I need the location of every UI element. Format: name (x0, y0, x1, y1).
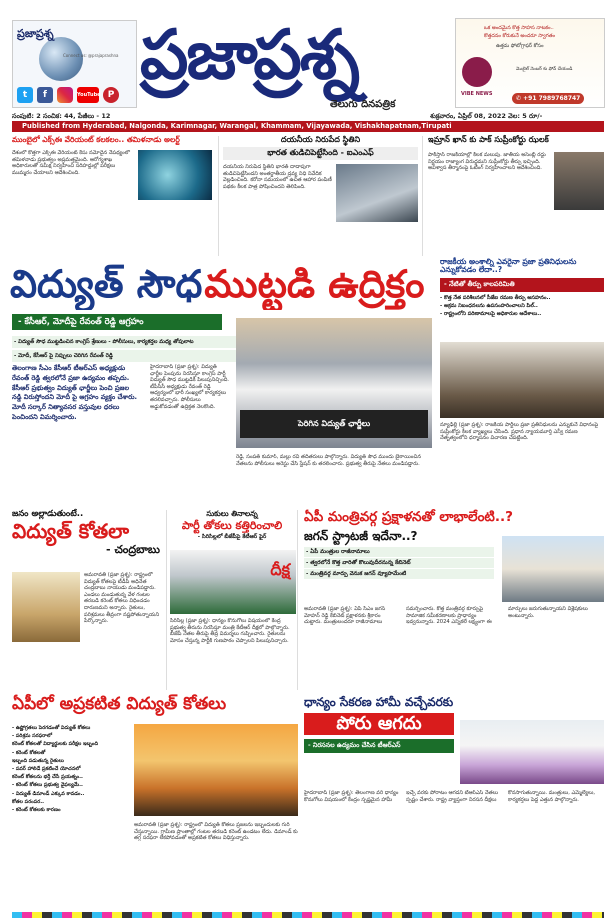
paddy-headline: పోరు ఆగదు (304, 713, 454, 736)
chandrababu-story (12, 510, 160, 690)
side-story (440, 258, 604, 504)
story-body: దయనీయ నిరుపేద స్థితిని భారత్ దాదాపుగా తుడిచిపెట్టేసిందని అంతర్జాతీయ ద్రవ్య నిధి నివేదిక వెల్లడించింది. కరోనా సమయంలో ఉచిత ఆహార పంపిణీ పథకం కీలక పాత్ర పోషించిందని తెలిపింది. (223, 164, 332, 190)
ap-power-body: అమరావతి (ప్రజా ప్రశ్న): రాష్ట్రంలో విద్యుత్ కోతలు ప్రజలను ఇబ్బందులకు గురి చేస్తున్నాయి. గ్రామీణ ప్రాంతాల్లో గంటల తరబడి కరెంట్ ఉండటం లేదు. డిమాండ్ కు తగ్గ సరఫరా లేకపోవడంతో అప్రకటిత కోతలు విధిస్తున్నారు. (134, 822, 298, 842)
side-bullet: - కొత్త నేత పరిశీలనలో సీజేఐ రమణ తీర్పు అసహనం.. (440, 294, 551, 301)
phone-number[interactable]: ✆ +91 7989768747 (512, 93, 584, 104)
ap-cabinet-body: అమరావతి (ప్రజా ప్రశ్న): ఏపీ సీఎం జగన్ మోహన్ రెడ్డి కేబినెట్ ప్రక్షాళనకు శ్రీకారం చుట్టారు. మంత్రులందరూ రాజీనామాలు సమర్పించారు. కొత్త మంత్రివర్గ కూర్పుపై సామాజిక సమీకరణాలకు ప్రాధాన్యం ఇవ్వనున్నారు. 2024 ఎన్నికలే లక్ష్యంగా ఈ మార్పులు జరుగుతున్నాయని విశ్లేషకులు అంటున్నారు. (304, 606, 588, 626)
lead-bullets (12, 336, 262, 362)
issue-date: శుక్రవారం, ఏప్రిల్ 08, 2022 వెల: 5 రూ/- (430, 112, 543, 120)
twitter-icon[interactable]: t (17, 87, 33, 103)
facebook-icon[interactable]: f (37, 87, 53, 103)
youtube-icon[interactable]: YouTube (77, 87, 99, 103)
jagan-photo (502, 536, 604, 602)
ktr-photo (170, 550, 296, 614)
chandrababu-byline: - చంద్రబాబు (106, 542, 160, 556)
judge-photo (440, 342, 604, 418)
pinterest-icon[interactable]: P (103, 87, 119, 103)
ktr-kicker: సుకులు తినాలన్న (206, 509, 258, 518)
protest-photo (236, 318, 432, 448)
power-tower-photo (134, 724, 298, 816)
side-bullet: - అక్రమ నిబంధనలను ఉపసంహరించాలని పిల్.. (440, 302, 538, 309)
story-headline: ముంబైలో ఎక్స్ఈ వేరియంట్ కలకలం.. తమిళనాడు అలర్ట్ (12, 135, 180, 144)
chandrababu-kicker: జనం అల్లాడుతుంటే.. (12, 509, 84, 519)
chandrababu-photo (12, 572, 80, 642)
ktr-headline: పార్టీ తోకలు కత్తిరించాలి (181, 518, 283, 532)
ktr-story (166, 510, 298, 690)
ktr-body: సిరిసిల్ల (ప్రజా ప్రశ్న): ధాన్యం కొనుగోలు విషయంలో కేంద్ర ప్రభుత్వ తీరును నిరసిస్తూ మంత్రి కేటీఆర్ దీక్షలో పాల్గొన్నారు. బీజేపీ నేతల తీరుపై తీవ్ర విమర్శలు గుప్పించారు. రైతులను మోసం చేస్తున్న పార్టీకి గుణపాఠం చెప్పాలని పిలుపునిచ్చారు. (170, 618, 290, 644)
masthead-subtitle: తెలుగు దినపత్రిక (330, 99, 396, 110)
story-kicker: దయనీయ నిరుపేద స్థితిని (280, 135, 361, 144)
chandrababu-body: అమరావతి (ప్రజా ప్రశ్న): రాష్ట్రంలో విద్యుత్ కోతలపై టీడీపీ అధినేత చంద్రబాబు నాయుడు మండిపడ్డారు. ఎండలు మండుతున్న వేళ గంటల తరబడి కరెంట్ కోతలు విధించడం దారుణమని అన్నారు. రైతులు, పరిశ్రమలు తీవ్రంగా నష్టపోతున్నాయని పేర్కొన్నారు. (84, 572, 160, 625)
story-body: పాకిస్తాన్ రాజకీయాల్లో కీలక మలుపు. జాతీయ అసెంబ్లీ రద్దు నిర్ణయం రాజ్యాంగ విరుద్ధమని సుప్రీంకోర్టు తీర్పు ఇచ్చింది. అవిశ్వాస తీర్మానంపై ఓటింగ్ నిర్వహించాలని ఆదేశించింది. (428, 152, 546, 172)
ap-power-story (12, 696, 298, 910)
lead-bullet: - మోదీ, కేసీఆర్ పై నిప్పులు చెరిగిన రేవంత్ రెడ్డి (12, 350, 262, 362)
lead-quote: తెలంగాణ సీఎం కేసీఆర్ టీఆర్ఎస్ అధ్యక్షుడు రేవంత్ రెడ్డి త్వరలోనే ప్రజా ఉద్యమం తప్పదు. కేసీఆర్ ప్రభుత్వం విద్యుత్ ఛార్జీలు పెంచి ప్రజల నడ్డి విరుస్తోందని మోదీ పై ఆగ్రహం వ్యక్తం చేశారు. మోదీ సర్కార్ నిత్యావసర వస్తువుల ధరలు పెంచిందని విమర్శించారు. (12, 364, 137, 421)
paddy-story (304, 696, 604, 910)
small-tagline: Connect us: @prajaprashna (63, 53, 119, 58)
social-icons (17, 87, 119, 103)
story-headline: ఇమ్రాన్ ఖాన్ కు పాక్ సుప్రీంకోర్టు ఝలక్ (428, 135, 549, 144)
lead-headline-part2: ముట్టడి ఉద్రిక్తం (204, 262, 425, 306)
paddy-strip: - నిరసనల ఉద్యమం చేసిన టీఆర్ఎస్ (304, 739, 454, 753)
ktr-banner: దీక్ష (270, 560, 290, 579)
protest-banner: పెరిగిన విద్యుత్ ఛార్జీలు (240, 410, 428, 438)
story-imf (218, 136, 423, 256)
story-body: దేశంలో కొత్తగా ఎక్స్ఈ వేరియంట్ కేసు నమోదైన నేపథ్యంలో తమిళనాడు ప్రభుత్వం అప్రమత్తమైంది. ఆరోగ్యశాఖ అధికారులతో సమీక్ష నిర్వహించి సరిహద్దుల్లో పరీక్షలు ముమ్మరం చేయాలని ఆదేశించింది. (12, 150, 130, 176)
side-strip: - నేటితో తీర్పు కాలపరిమితి (440, 278, 604, 292)
ap-cabinet-bullet: - ఏపీ మంత్రుల రాజీనామాలు (304, 547, 494, 557)
lead-subhead: - కేసీఆర్, మోదీపై రేవంత్ రెడ్డి ఆగ్రహం (12, 314, 222, 330)
side-bullet: - రాష్ట్రంలోని పరిణామాలపై అధికారుల ఆదేశాలు.. (440, 310, 542, 317)
story-headline: భారత తుడిచిపెట్టేసింది - ఐఎంఎఫ్ (223, 147, 418, 159)
issue-info: సంపుటి: 2 సంచిక: 44, పేజీలు - 12 (12, 112, 111, 120)
masthead-ad: ఒక అందమైన కొత్త సాహస నాటకం.. కొత్తదనం కోరుకునే అందరూ స్వాగతం ఉత్తమ ఫోటోగ్రాఫర్ కోసం VIBE NEWS మొబైల్ నెంబర్ కు ఫోన్ చేయండి ✆ +91 7989768747 (455, 18, 605, 108)
phone-icon: ✆ (516, 95, 522, 102)
lead-headline-part1: విద్యుత్ సౌధ (10, 262, 203, 306)
ap-power-bullets: - ఉష్ణోగ్రతలు పెరగడంతో విద్యుత్ కోతలు - పరిశ్రమ సరఫరాలో కరెంట్ కోతలతో విద్యార్థులకు పరీక్షల ఇబ్బంది - కరెంట్ కోతలతో ఇబ్బంది పడుతున్న రైతులు - పవర్ హాలిడే ప్రకటించే యోచనలో కరెంట్ కోతలను భర్తీ చేసే ప్రయత్నం.. - కరెంట్ కోతలు ప్రభుత్వ వైఫల్యమే.. - విద్యుత్ డిమాండ్ ఎక్కువ కావడం.. కోతల పరంపర.. - కరెంట్ కోతలకు కారణం (12, 725, 98, 814)
ap-cabinet-story (304, 510, 604, 690)
imf-photo (336, 164, 418, 222)
instagram-icon[interactable] (57, 87, 73, 103)
imran-khan-photo (554, 152, 604, 210)
side-body: న్యూఢిల్లీ (ప్రజా ప్రశ్న): రాజకీయ పార్టీలు ప్రజా ప్రతినిధులను ఎన్నుకునే విధానంపై సుప్రీంకోర్టు కీలక వ్యాఖ్యలు చేసింది. ప్రధాన న్యాయమూర్తి ఎన్వీ రమణ నేతృత్వంలోని ధర్మాసనం విచారణ చేపట్టింది. (440, 422, 599, 442)
small-logo: ప్రజాప్రశ్న (17, 27, 54, 40)
published-bar: Published from Hyderabad, Nalgonda, Karimnagar, Warangal, Khammam, Vijayawada, Vishakhapatnam,Tirupati (12, 121, 604, 132)
lead-body: హైదరాబాద్ (ప్రజా ప్రశ్న): విద్యుత్ ఛార్జీల పెంపును నిరసిస్తూ కాంగ్రెస్ పార్టీ విద్యుత్ సౌధ ముట్టడికి పిలుపునిచ్చింది. టీపీసీసీ అధ్యక్షుడు రేవంత్ రెడ్డి ఆధ్వర్యంలో భారీ సంఖ్యలో కార్యకర్తలు తరలివచ్చారు. పోలీసులు అడ్డుకోవడంతో ఉద్రిక్తత నెలకొంది. (150, 364, 230, 410)
lead-headline (10, 262, 440, 310)
paddy-kicker: ధాన్యం సేకరణ హామీ వచ్చేవరకు (304, 695, 454, 709)
masthead-title: ప్రజాప్రశ్న (140, 15, 358, 95)
color-strip (12, 912, 604, 918)
ap-cabinet-bullet: - త్వరలోనే కొత్త వారితో కొలువుదీరనున్న కేబినెట్ (304, 558, 494, 568)
chandrababu-headline: విద్యుత్ కోతలా (12, 518, 130, 543)
ap-cabinet-subhead: జగన్ స్ట్రాటజీ ఇదేనా..? (304, 529, 418, 544)
globe-icon (39, 37, 83, 81)
story-xe-variant (12, 136, 212, 256)
lead-bullet: - విద్యుత్ సౌధ ముట్టడించిన కాంగ్రెస్ శ్రేణులు - పోలీసులు, కార్యకర్తల మధ్య తోపులాట (12, 336, 262, 348)
ap-power-headline: ఏపీలో అప్రకటిత విద్యుత్ కోతలు (12, 694, 227, 714)
paddy-body: హైదరాబాద్ (ప్రజా ప్రశ్న): తెలంగాణ వరి ధాన్యం కొనుగోలు విషయంలో కేంద్రం స్పష్టమైన హామీ ఇచ్చే వరకు పోరాటం ఆగదని టీఆర్ఎస్ నేతలు స్పష్టం చేశారు. రాష్ట్ర వ్యాప్తంగా నిరసన దీక్షలు కొనసాగుతున్నాయి. మంత్రులు, ఎమ్మెల్యేలు, కార్యకర్తలు పెద్ద ఎత్తున పాల్గొన్నారు. (304, 790, 596, 803)
virus-photo (138, 150, 212, 200)
ap-cabinet-headline: ఏపీ మంత్రివర్గ ప్రక్షాళనతో లాభాలేంటి..? (304, 509, 513, 525)
ktr-byline: - సిరిసిల్లలో బీజేపీపై కేటీఆర్ ఫైర్ (197, 534, 267, 541)
paddy-photo (460, 720, 604, 784)
lead-body-2: రెడ్డి, సంపత్ కుమార్, మల్లు రవి తదితరులు పాల్గొన్నారు. విద్యుత్ సౌధ ముందు బైఠాయించిన నేతలను పోలీసులు అరెస్టు చేసి స్టేషన్ కు తరలించారు. ప్రభుత్వ తీరుపై నేతలు మండిపడ్డారు. (236, 454, 422, 467)
vibe-news-logo (462, 57, 492, 87)
side-question: రాజకీయ అంశాల్ని ఎవరైనా ప్రజా ప్రతినిధులను ఎన్నుకోవడం లేదా..? (440, 257, 577, 274)
ap-cabinet-bullet: - మంత్రివర్గ మార్పు వెనుక జగన్ వ్యూహమేంటి (304, 569, 494, 579)
masthead-left-badge (12, 20, 137, 108)
story-imran-khan (428, 136, 604, 256)
